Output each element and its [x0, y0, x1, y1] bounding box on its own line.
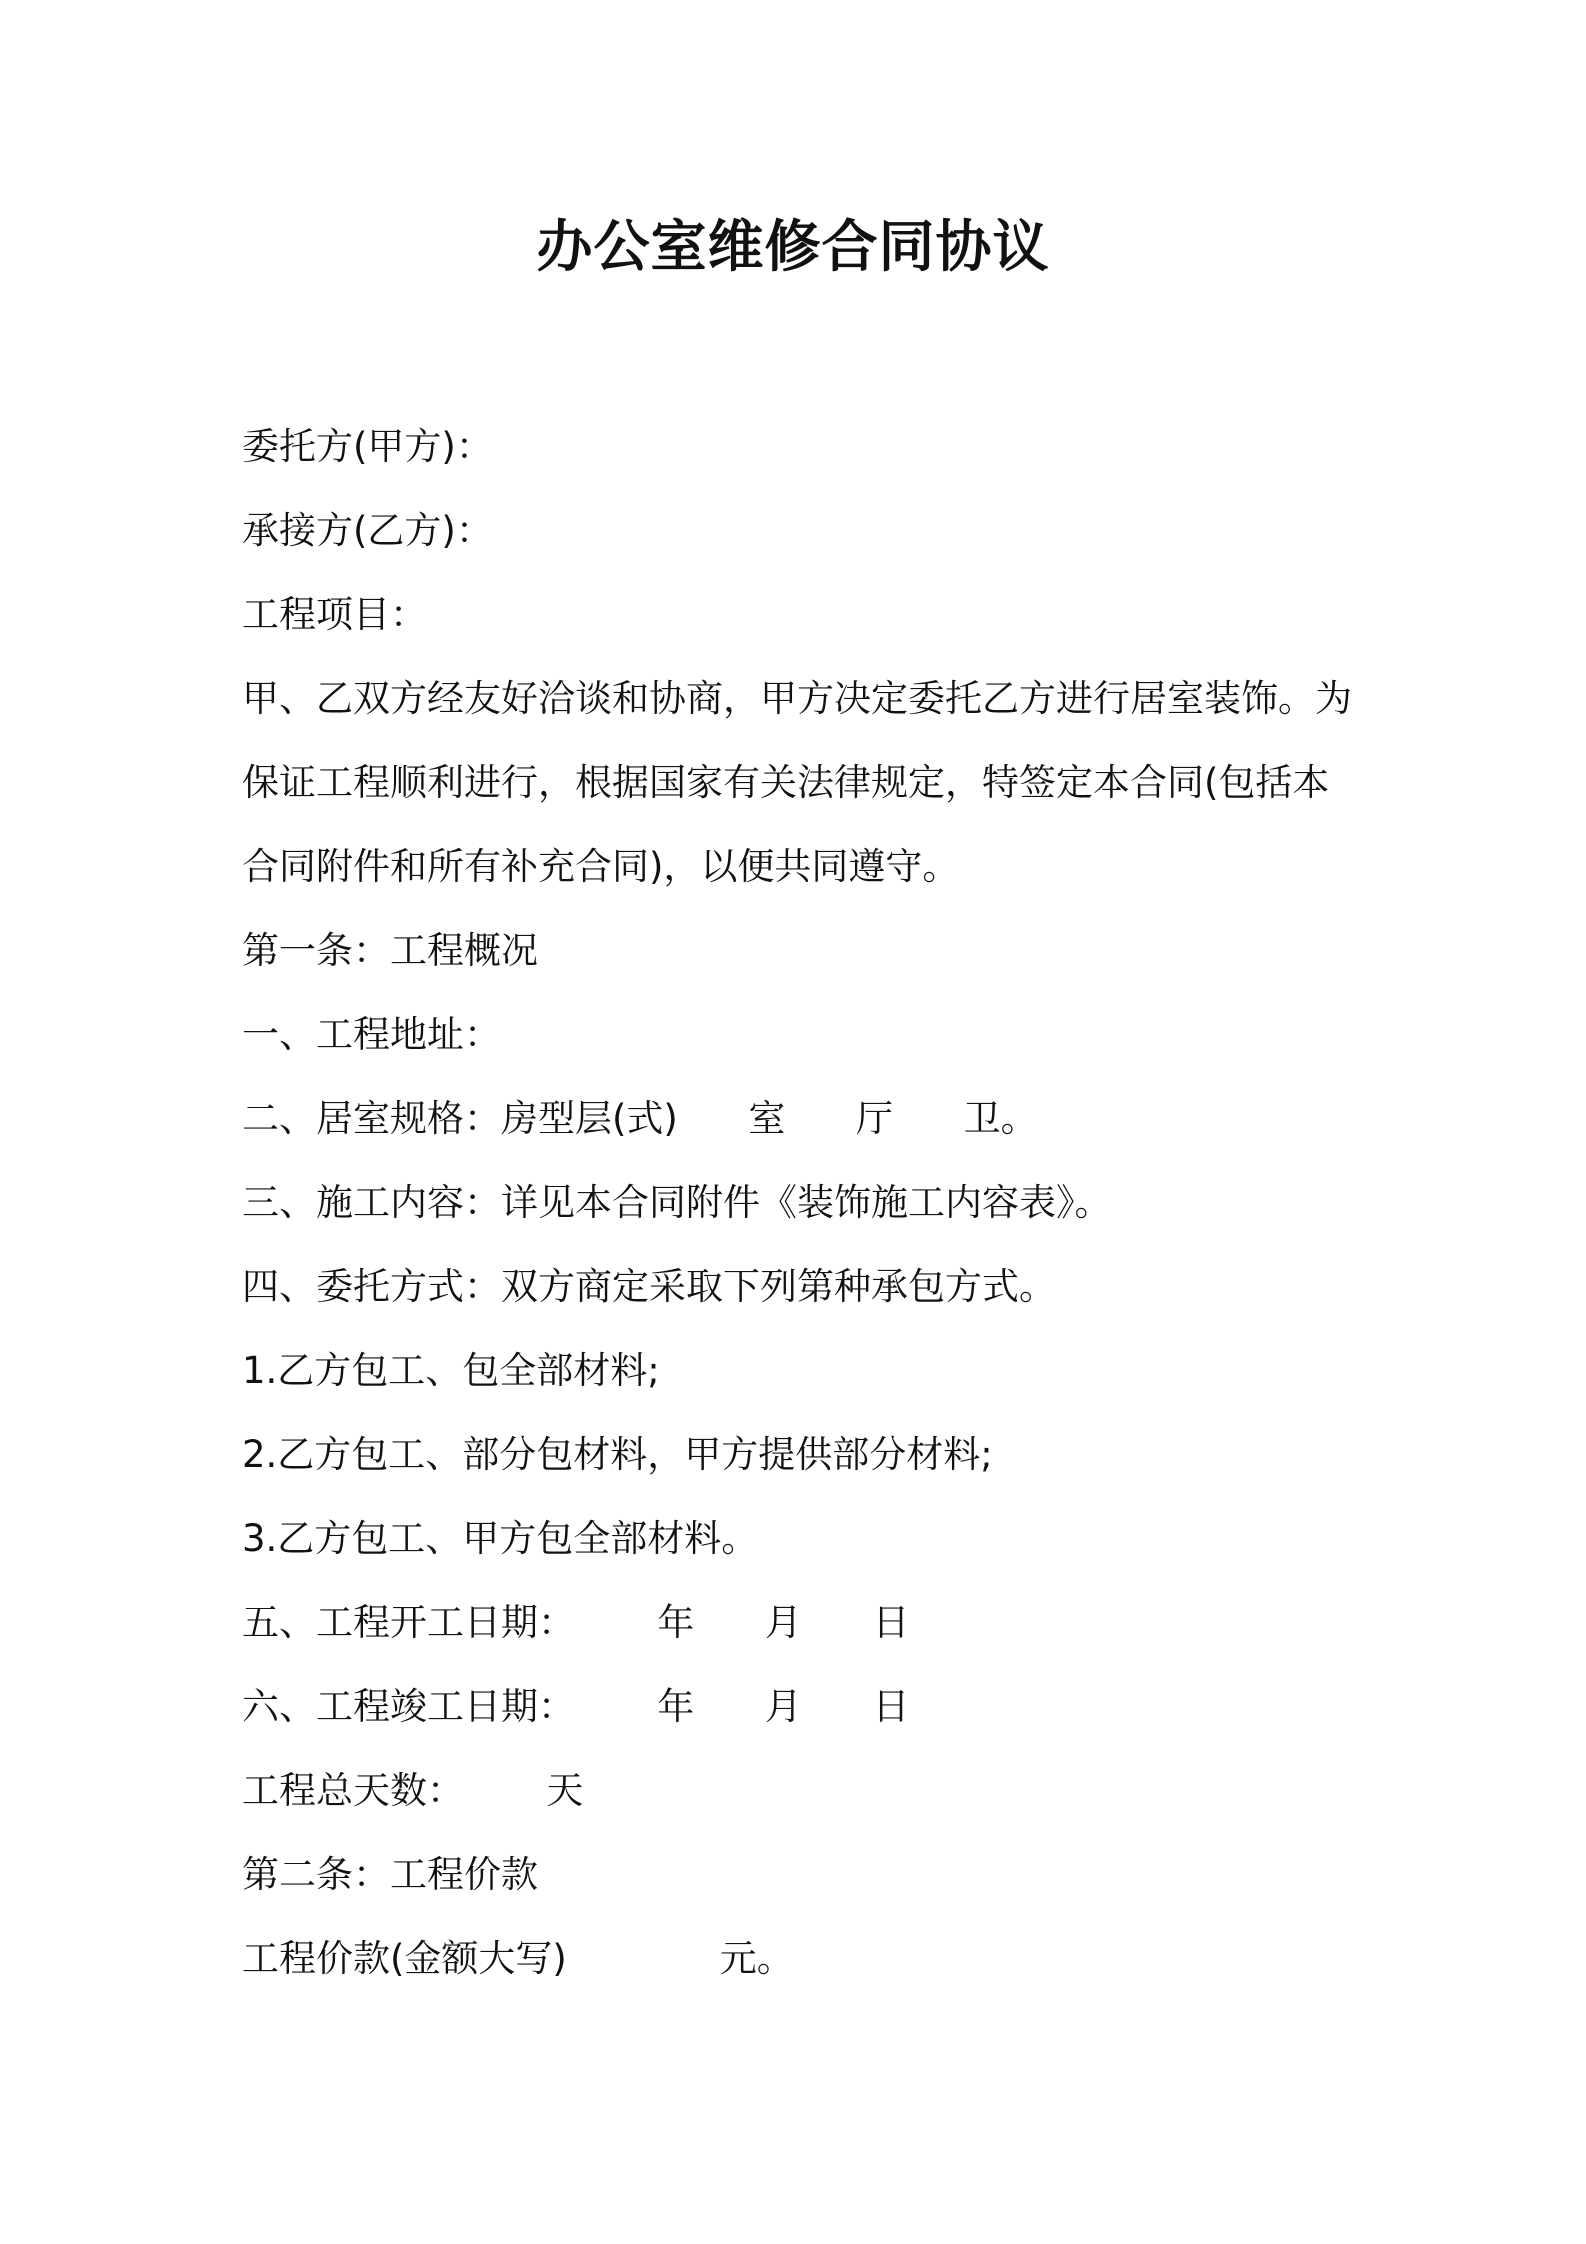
document-body [242, 405, 1362, 2001]
option-1-line: 1.乙方包工、包全部材料; [242, 1349, 660, 1392]
option-2-line: 2.乙方包工、部分包材料，甲方提供部分材料; [242, 1433, 993, 1476]
option-3-line: 3.乙方包工、甲方包全部材料。 [242, 1517, 759, 1560]
construction-content-line: 三、施工内容：详见本合同附件《装饰施工内容表》。 [242, 1181, 1112, 1224]
completion-date-line: 六、工程竣工日期： 年 月 日 [242, 1685, 910, 1728]
project-line: 工程项目： [242, 593, 427, 636]
intro-paragraph-line-2: 保证工程顺利进行，根据国家有关法律规定，特签定本合同(包括本 [242, 761, 1330, 804]
total-days-line: 工程总天数： 天 [242, 1769, 584, 1812]
start-date-line: 五、工程开工日期： 年 月 日 [242, 1601, 910, 1644]
client-party-line: 委托方(甲方)： [242, 425, 493, 468]
project-price-line: 工程价款(金额大写) 元。 [242, 1937, 794, 1980]
commission-method-line: 四、委托方式：双方商定采取下列第种承包方式。 [242, 1265, 1056, 1308]
article-one-heading: 第一条：工程概况 [242, 929, 538, 972]
project-address-line: 一、工程地址： [242, 1013, 501, 1056]
room-specification-line: 二、居室规格：房型层(式) 室 厅 卫。 [242, 1097, 1038, 1140]
intro-paragraph-line-3: 合同附件和所有补充合同)，以便共同遵守。 [242, 845, 960, 888]
contractor-party-line: 承接方(乙方)： [242, 509, 493, 552]
document-title: 办公室维修合同协议 [536, 215, 1050, 280]
intro-paragraph-line-1: 甲、乙双方经友好洽谈和协商，甲方决定委托乙方进行居室装饰。为 [242, 677, 1352, 720]
article-two-heading: 第二条：工程价款 [242, 1853, 538, 1896]
